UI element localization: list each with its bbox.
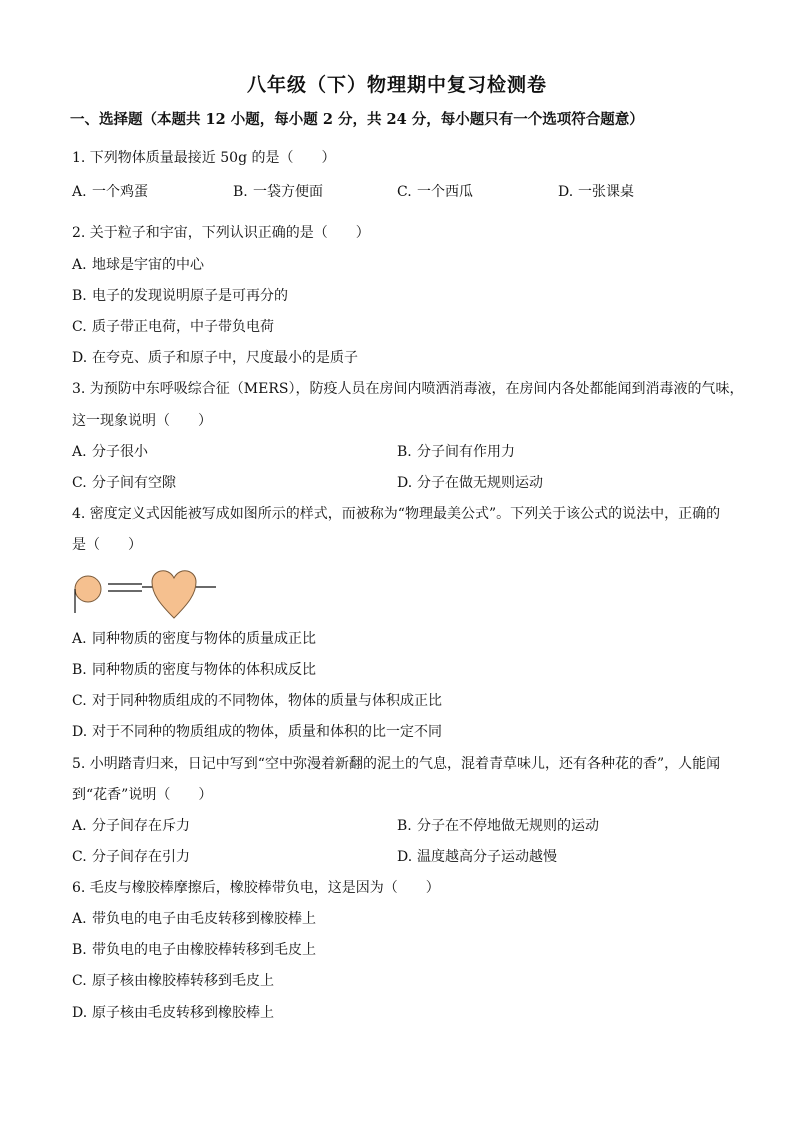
question-3-stem-line2: 这一现象说明（ ） <box>72 413 212 429</box>
q5-option-c <box>72 848 190 866</box>
question-5-stem-line2: 到“花香”说明（ ） <box>72 787 213 803</box>
section-heading: 一、选择题（本题共 12 小题，每小题 2 分，共 24 分，每小题只有一个选项符合题意） <box>70 111 644 128</box>
option-text: 一张课桌 <box>578 184 634 200</box>
q3-option-b <box>397 443 515 461</box>
q3-option-a <box>72 443 148 461</box>
option-key: D. <box>397 475 413 491</box>
question-3-stem-line1: 3. 为预防中东呼吸综合征（MERS），防疫人员在房间内喷洒消毒液，在房间内各处都能闻到消毒液的气味， <box>72 381 744 397</box>
option-text: 质子带正电荷，中子带负电荷 <box>92 319 274 335</box>
q2-option-c <box>72 318 274 336</box>
option-text: 带负电的电子由橡胶棒转移到毛皮上 <box>92 942 316 958</box>
q5-option-b <box>397 817 599 835</box>
option-key: B. <box>72 662 87 678</box>
option-key: D. <box>72 724 88 740</box>
option-text: 分子在做无规则运动 <box>417 475 543 491</box>
option-key: B. <box>72 942 87 958</box>
option-text: 一个西瓜 <box>417 184 473 200</box>
q4-option-b <box>72 661 316 679</box>
option-text: 原子核由毛皮转移到橡胶棒上 <box>92 1005 274 1021</box>
q5-option-a <box>72 817 190 835</box>
q6-option-a <box>72 910 316 928</box>
question-1-stem: 1. 下列物体质量最接近 50g 的是（ ） <box>72 150 336 166</box>
q1-option-c <box>397 183 473 201</box>
option-key: C. <box>72 849 87 865</box>
option-text: 地球是宇宙的中心 <box>92 257 204 273</box>
option-text: 同种物质的密度与物体的质量成正比 <box>92 631 316 647</box>
option-key: A. <box>72 257 87 273</box>
q1-option-d <box>558 183 634 201</box>
q3-option-c <box>72 474 176 492</box>
option-text: 分子间存在斥力 <box>92 818 190 834</box>
option-key: C. <box>397 184 412 200</box>
option-key: B. <box>397 444 412 460</box>
option-key: C. <box>72 475 87 491</box>
option-text: 对于不同种的物质组成的物体，质量和体积的比一定不同 <box>92 724 442 740</box>
option-text: 带负电的电子由毛皮转移到橡胶棒上 <box>92 911 316 927</box>
q6-option-d <box>72 1004 274 1022</box>
option-text: 对于同种物质组成的不同物体，物体的质量与体积成正比 <box>92 693 442 709</box>
option-key: A. <box>72 911 87 927</box>
option-text: 一袋方便面 <box>253 184 323 200</box>
option-text: 在夸克、质子和原子中，尺度最小的是质子 <box>92 350 358 366</box>
q2-option-d <box>72 349 358 367</box>
q1-option-a <box>72 183 148 201</box>
option-key: A. <box>72 184 87 200</box>
page-title: 八年级（下）物理期中复习检测卷 <box>246 74 547 96</box>
option-key: D. <box>397 849 413 865</box>
question-2-stem: 2. 关于粒子和宇宙，下列认识正确的是（ ） <box>72 225 370 241</box>
q2-option-b <box>72 287 288 305</box>
question-5-stem-line1: 5. 小明踏青归来，日记中写到“空中弥漫着新翻的泥土的气息，混着青草味儿，还有各种花的香”，人能闻 <box>72 756 721 772</box>
question-4-stem-line1: 4. 密度定义式因能被写成如图所示的样式，而被称为“物理最美公式”。下列关于该公式的说法中，正确的 <box>72 506 721 522</box>
q4-option-d <box>72 723 442 741</box>
option-text: 一个鸡蛋 <box>92 184 148 200</box>
heart-shape <box>152 571 196 618</box>
option-text: 同种物质的密度与物体的体积成反比 <box>92 662 316 678</box>
q6-option-c <box>72 972 274 990</box>
option-key: B. <box>397 818 412 834</box>
option-key: A. <box>72 444 87 460</box>
option-text: 分子间存在引力 <box>92 849 190 865</box>
q4-option-c <box>72 692 442 710</box>
option-text: 原子核由橡胶棒转移到毛皮上 <box>92 973 274 989</box>
option-text: 分子在不停地做无规则的运动 <box>417 818 599 834</box>
option-text: 分子间有空隙 <box>92 475 176 491</box>
option-key: C. <box>72 693 87 709</box>
option-text: 温度越高分子运动越慢 <box>417 849 557 865</box>
q1-option-b <box>233 183 323 201</box>
option-text: 分子间有作用力 <box>417 444 515 460</box>
q6-option-b <box>72 941 316 959</box>
option-key: D. <box>558 184 574 200</box>
option-key: D. <box>72 1005 88 1021</box>
option-key: C. <box>72 319 87 335</box>
option-text: 电子的发现说明原子是可再分的 <box>92 288 288 304</box>
option-key: D. <box>72 350 88 366</box>
option-key: C. <box>72 973 87 989</box>
question-4-stem-line2: 是（ ） <box>72 537 142 553</box>
rho-circle-shape <box>75 576 101 602</box>
option-key: B. <box>233 184 248 200</box>
q5-option-d <box>397 848 557 866</box>
q4-option-a <box>72 630 316 648</box>
option-key: A. <box>72 631 87 647</box>
question-6-stem: 6. 毛皮与橡胶棒摩擦后，橡胶棒带负电，这是因为（ ） <box>72 880 440 896</box>
density-formula-figure <box>70 560 220 620</box>
option-key: B. <box>72 288 87 304</box>
option-text: 分子很小 <box>92 444 148 460</box>
q3-option-d <box>397 474 543 492</box>
q2-option-a <box>72 256 204 274</box>
option-key: A. <box>72 818 87 834</box>
